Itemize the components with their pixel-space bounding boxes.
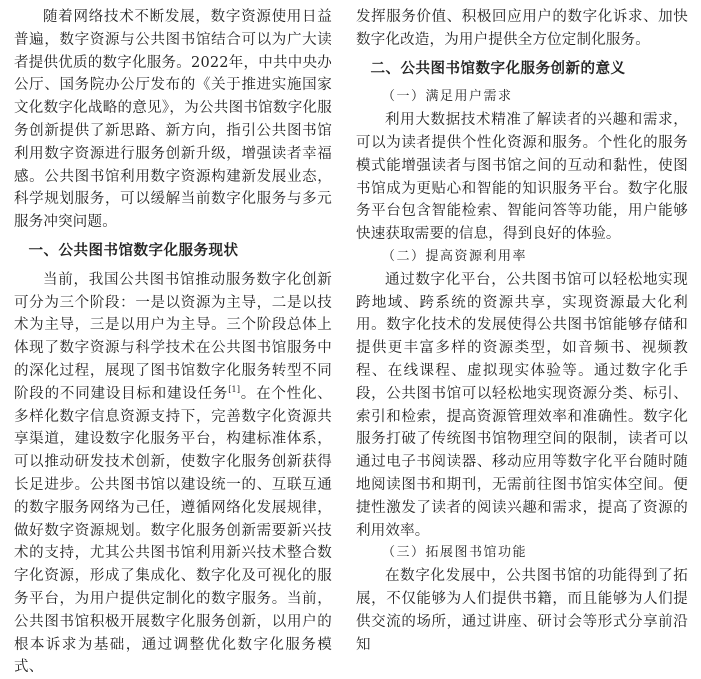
status-paragraph: [14, 269, 332, 679]
section-heading-1: 一、公共图书馆数字化服务现状: [28, 242, 239, 259]
resource-utilization-paragraph: 通过数字化平台，公共图书馆可以轻松地实现跨地域、跨系统的资源共享，实现资源最大化利用。数字化技术的发展使得公共图书馆能够存储和提供更丰富多样的资源类型，如音频书、视频教程、在线课程、虚拟现实体验等。通过数字化手段，公共图书馆可以轻松地实现资源分类、标引、索引和检索，提高资源管理效率和准确性。数字化服务打破了传统图书馆物理空间的限制，读者可以通过电子书阅读器、移动应用等数字化平台随时随地阅读图书和期刊，无需前往图书馆实体空间。便捷性激发了读者的阅读兴趣和需求，提高了资源的利用效率。: [356, 271, 688, 539]
intro-paragraph: 随着网络技术不断发展，数字资源使用日益普遍，数字资源与公共图书馆结合可以为广大读者提供优质的数字化服务。2022年，中共中央办公厅、国务院办公厅发布的《关于推进实施国家文化数字化战略的意见》，为公共图书馆数字化服务创新提供了新思路、新方向，指引公共图书馆利用数字资源进行服务创新升级，增强读者幸福感。公共图书馆利用数字资源构建新发展业态，科学规划服务，可以缓解当前数字化服务与多元服务冲突问题。: [14, 9, 332, 231]
left-column: [14, 6, 332, 679]
status-paragraph-text-a: 当前，我国公共图书馆推动服务数字化创新可分为三个阶段：一是以资源为主导，二是以技术为主导，三是以用户为主导。三个阶段总体上体现了数字资源与科学技术在公共图书馆服务中的深化过程，展现了图书馆数字化服务转型不同阶段的不同建设目标和建设任务: [14, 271, 332, 402]
subsection-heading-3: （三）拓展图书馆功能: [382, 545, 528, 561]
user-needs-paragraph: 利用大数据技术精准了解读者的兴趣和需求，可以为读者提供个性化资源和服务。个性化的服务模式能增强读者与图书馆之间的互动和黏性，使图书馆成为更贴心和智能的知识服务平台。数字化服务平台包含智能检索、智能问答等功能，用户能够快速获取需要的信息，得到良好的体验。: [356, 112, 688, 243]
status-paragraph-text-b: 。在个性化、多样化数字信息资源支持下，完善数字化资源共享渠道，建设数字化服务平台，构建标准体系，可以推动研发技术创新，使数字化服务创新获得长足进步。公共图书馆以建设统一的、互联互通的数字服务网络为己任，遵循网络化发展规律，做好数字资源规划。数字化服务创新需要新兴技术的支持，尤其公共图书馆利用新兴技术整合数字化资源，形成了集成化、数字化及可视化的服务平台，为用户提供定制化的数字服务。当前，公共图书馆积极开展数字化服务创新，以用户的根本诉求为基础，通过调整优化数字化服务模式、: [14, 385, 332, 676]
right-column: [356, 6, 688, 656]
continued-paragraph: 发挥服务价值、积极回应用户的数字化诉求、加快数字化改造，为用户提供全方位定制化服务。: [356, 9, 688, 48]
library-function-paragraph: 在数字化发展中，公共图书馆的功能得到了拓展，不仅能够为人们提供书籍，而且能够为人们提供交流的场所，通过讲座、研讨会等形式分享前沿知: [356, 568, 688, 653]
citation-ref: [1]: [228, 384, 241, 394]
subsection-heading-2: （二）提高资源利用率: [382, 248, 528, 264]
section-heading-2: 二、公共图书馆数字化服务创新的意义: [370, 60, 626, 77]
subsection-heading-1: （一）满足用户需求: [382, 89, 513, 105]
